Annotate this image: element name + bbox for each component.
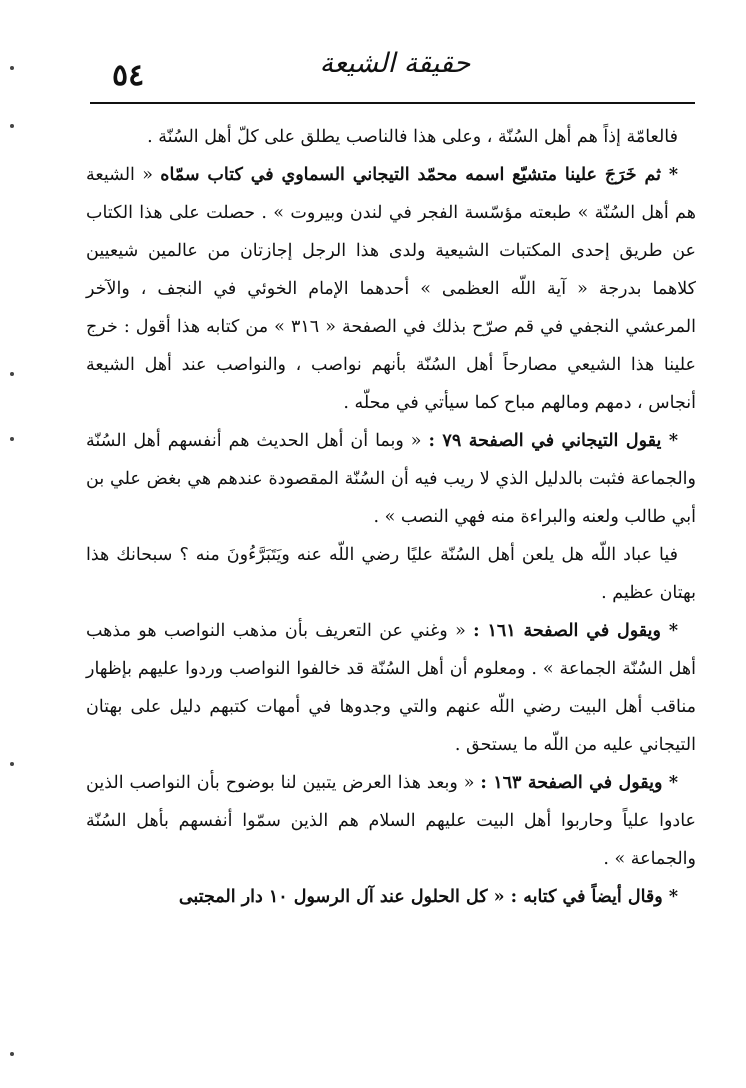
- scan-mark: [10, 762, 14, 766]
- paragraph-lead: * ثم خَرَجَ علينا متشيّع اسمه محمّد التيجاني السماوي في كتاب سمّاه: [160, 165, 679, 185]
- paragraph-lead: * وقال أيضاً في كتابه : « كل الحلول عند آل الرسول ١٠ دار المجتبى: [178, 887, 678, 907]
- paragraph: [86, 536, 696, 612]
- scan-mark: [10, 124, 14, 128]
- paragraph-text: « الشيعة هم أهل السُنّة » طبعته مؤسّسة الفجر في لندن وبيروت » . حصلت على هذا الكتاب عن طريق إحدى المكتبات الشيعية ولدى هذا الرجل إجازتان من عالمين شيعيين كلاهما بدرجة « آية اللّه العظمى » أحدهما الإمام الخوئي في النجف ، والآخر المرعشي النجفي في قم صرّح بذلك في الصفحة « ٣١٦ » من كتابه هذا أقول : خرج علينا هذا الشيعي مصارحاً أهل السُنّة بأنهم نواصب ، والنواصب عند أهل الشيعة أنجاس ، دمهم ومالهم مباح كما سيأتي في محلّه .: [86, 165, 696, 413]
- page-number: ٥٤: [112, 58, 145, 93]
- header-rule: [90, 102, 695, 104]
- body-text: [86, 118, 696, 916]
- paragraph-text: « وبما أن أهل الحديث هم أنفسهم أهل السُنّة والجماعة فثبت بالدليل الذي لا ريب فيه أن السُنّة المقصودة عندهم هي بغض علي بن أبي طالب ولعنه والبراءة منه فهي النصب » .: [86, 431, 696, 527]
- paragraph: [86, 156, 696, 422]
- paragraph-text: « وبعد هذا العرض يتبين لنا بوضوح بأن النواصب الذين عادوا علياً وحاربوا أهل البيت عليهم السلام هم الذين سمّوا أنفسهم بأهل السُنّة والجماعة » .: [86, 773, 696, 869]
- paragraph-lead: * ويقول في الصفحة ١٦٣ :: [480, 773, 678, 793]
- paragraph: [86, 612, 696, 764]
- paragraph-text: فيا عباد اللّه هل يلعن أهل السُنّة عليًا رضي اللّه عنه ويَتَبَرَّءُونَ منه ؟ سبحانك هذا بهتان عظيم .: [86, 545, 696, 603]
- paragraph: [86, 118, 696, 156]
- scan-mark: [10, 66, 14, 70]
- paragraph-text: فالعامّة إذاً هم أهل السُنّة ، وعلى هذا فالناصب يطلق على كلّ أهل السُنّة .: [147, 127, 678, 147]
- paragraph-lead: * يقول التيجاني في الصفحة ٧٩ :: [428, 431, 678, 451]
- paragraph: [86, 422, 696, 536]
- paragraph-text: « وغني عن التعريف بأن مذهب النواصب هو مذهب أهل السُنّة الجماعة » . ومعلوم أن أهل السُنّة قد خالفوا النواصب وردوا عليهم بإظهار مناقب أهل البيت رضي اللّه عنهم والتي وجدوها في أمهات كتبهم دليل على بهتان التيجاني عليه من اللّه ما يستحق .: [86, 621, 696, 755]
- paragraph: [86, 878, 696, 916]
- scan-mark: [10, 372, 14, 376]
- scan-mark: [10, 1052, 14, 1056]
- running-title: حقيقة الشيعة: [319, 48, 471, 79]
- paragraph: [86, 764, 696, 878]
- scan-mark: [10, 437, 14, 441]
- paragraph-lead: * ويقول في الصفحة ١٦١ :: [473, 621, 678, 641]
